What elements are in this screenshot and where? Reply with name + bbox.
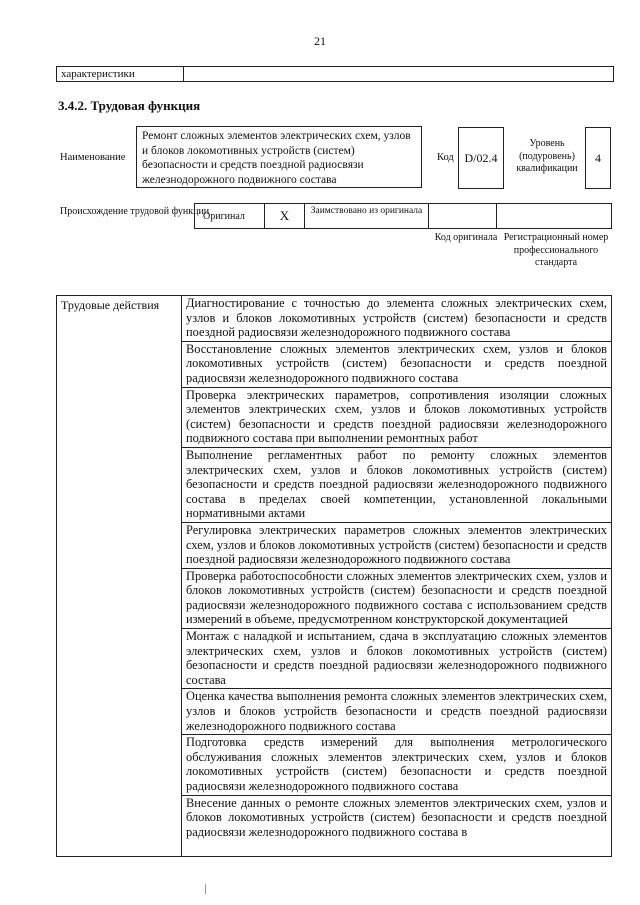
origin-label: Происхождение трудовой функции xyxy=(60,206,210,217)
labor-action-item: Подготовка средств измерений для выполнения метрологического обслуживания сложных элементов электрических схем, узлов и блоков локомотивных устройств (систем) безопасности и средств поездной радиосвязи железнодорожного подвижного состава xyxy=(182,735,611,795)
registration-number-label: Регистрационный номер профессионального стандарта xyxy=(503,232,609,268)
labor-action-item: Монтаж с наладкой и испытанием, сдача в эксплуатацию сложных элементов электрических схем, узлов и блоков локомотивных устройств (систем) безопасности и средств поездной радиосвязи железнодорожного подвижного состава xyxy=(182,629,611,689)
name-label: Наименование xyxy=(60,152,126,163)
labor-action-item: Регулировка электрических параметров сложных элементов электрических схем, узлов и блоков локомотивных устройств (систем) безопасности и средств поездной радиосвязи железнодорожного подвижного состава xyxy=(182,523,611,569)
original-mark: X xyxy=(265,204,305,228)
labor-action-item: Диагностирование с точностью до элемента сложных электрических схем, узлов и блоков локомотивных устройств (систем) безопасности и средств поездной радиосвязи железнодорожного подвижного состава xyxy=(182,296,611,342)
qualification-level: 4 xyxy=(585,127,611,189)
section-title: 3.4.2. Трудовая функция xyxy=(58,98,201,113)
labor-action-item: Выполнение регламентных работ по ремонту сложных элементов электрических схем, узлов и блоков локомотивных устройств (систем) безопасности и средств поездной радиосвязи железнодорожного подвижного состава в пределах своей компетенции, установленной локальными нормативными актами xyxy=(182,448,611,523)
code-original-cell xyxy=(429,204,497,228)
labor-action-item: Оценка качества выполнения ремонта сложных элементов электрических схем, узлов и блоков устройств безопасности и средств поездной радиосвязи железнодорожного подвижного состава xyxy=(182,689,611,735)
registration-number-cell xyxy=(497,204,611,228)
labor-actions-label: Трудовые действия xyxy=(57,296,182,856)
original-cell: Оригинал xyxy=(195,204,265,228)
borrowed-cell: Заимствовано из оригинала xyxy=(305,204,429,228)
characteristics-label: характеристики xyxy=(57,67,184,81)
labor-actions-list xyxy=(182,296,611,856)
page-number: 21 xyxy=(314,34,326,48)
labor-action-item: Внесение данных о ремонте сложных элементов электрических схем, узлов и блоков локомотивных устройств (систем) безопасности и средств поездной радиосвязи железнодорожного подвижного состава в xyxy=(186,795,607,839)
level-label: Уровень (подуровень) квалификации xyxy=(516,138,578,174)
function-code: D/02.4 xyxy=(458,127,504,189)
labor-action-item: Проверка электрических параметров, сопротивления изоляции сложных элементов электрических схем, узлов и блоков локомотивных устройств (систем) безопасности и средств поездной радиосвязи железнодорожного подвижного состава при выполнении ремонтных работ xyxy=(182,388,611,448)
origin-table xyxy=(194,203,612,229)
code-original-label: Код оригинала xyxy=(434,232,498,243)
function-name: Ремонт сложных элементов электрических схем, узлов и блоков локомотивных устройств (систем) безопасности и средств поездной радиосвязи железнодорожного подвижного состава xyxy=(136,126,422,188)
labor-action-item: Восстановление сложных элементов электрических схем, узлов и блоков локомотивных устройств (систем) безопасности и средств поездной радиосвязи железнодорожного подвижного состава xyxy=(182,342,611,388)
characteristics-value xyxy=(184,67,613,81)
labor-action-item: Проверка работоспособности сложных элементов электрических схем, узлов и блоков локомотивных устройств (систем) безопасности и средств поездной радиосвязи железнодорожного подвижного состава с использованием средств измерений в объеме, предусмотренном конструкторской документацией xyxy=(182,569,611,629)
page-margin-mark xyxy=(205,884,209,894)
code-label: Код xyxy=(437,152,454,163)
labor-actions-table xyxy=(56,295,612,857)
characteristics-row xyxy=(56,66,614,82)
